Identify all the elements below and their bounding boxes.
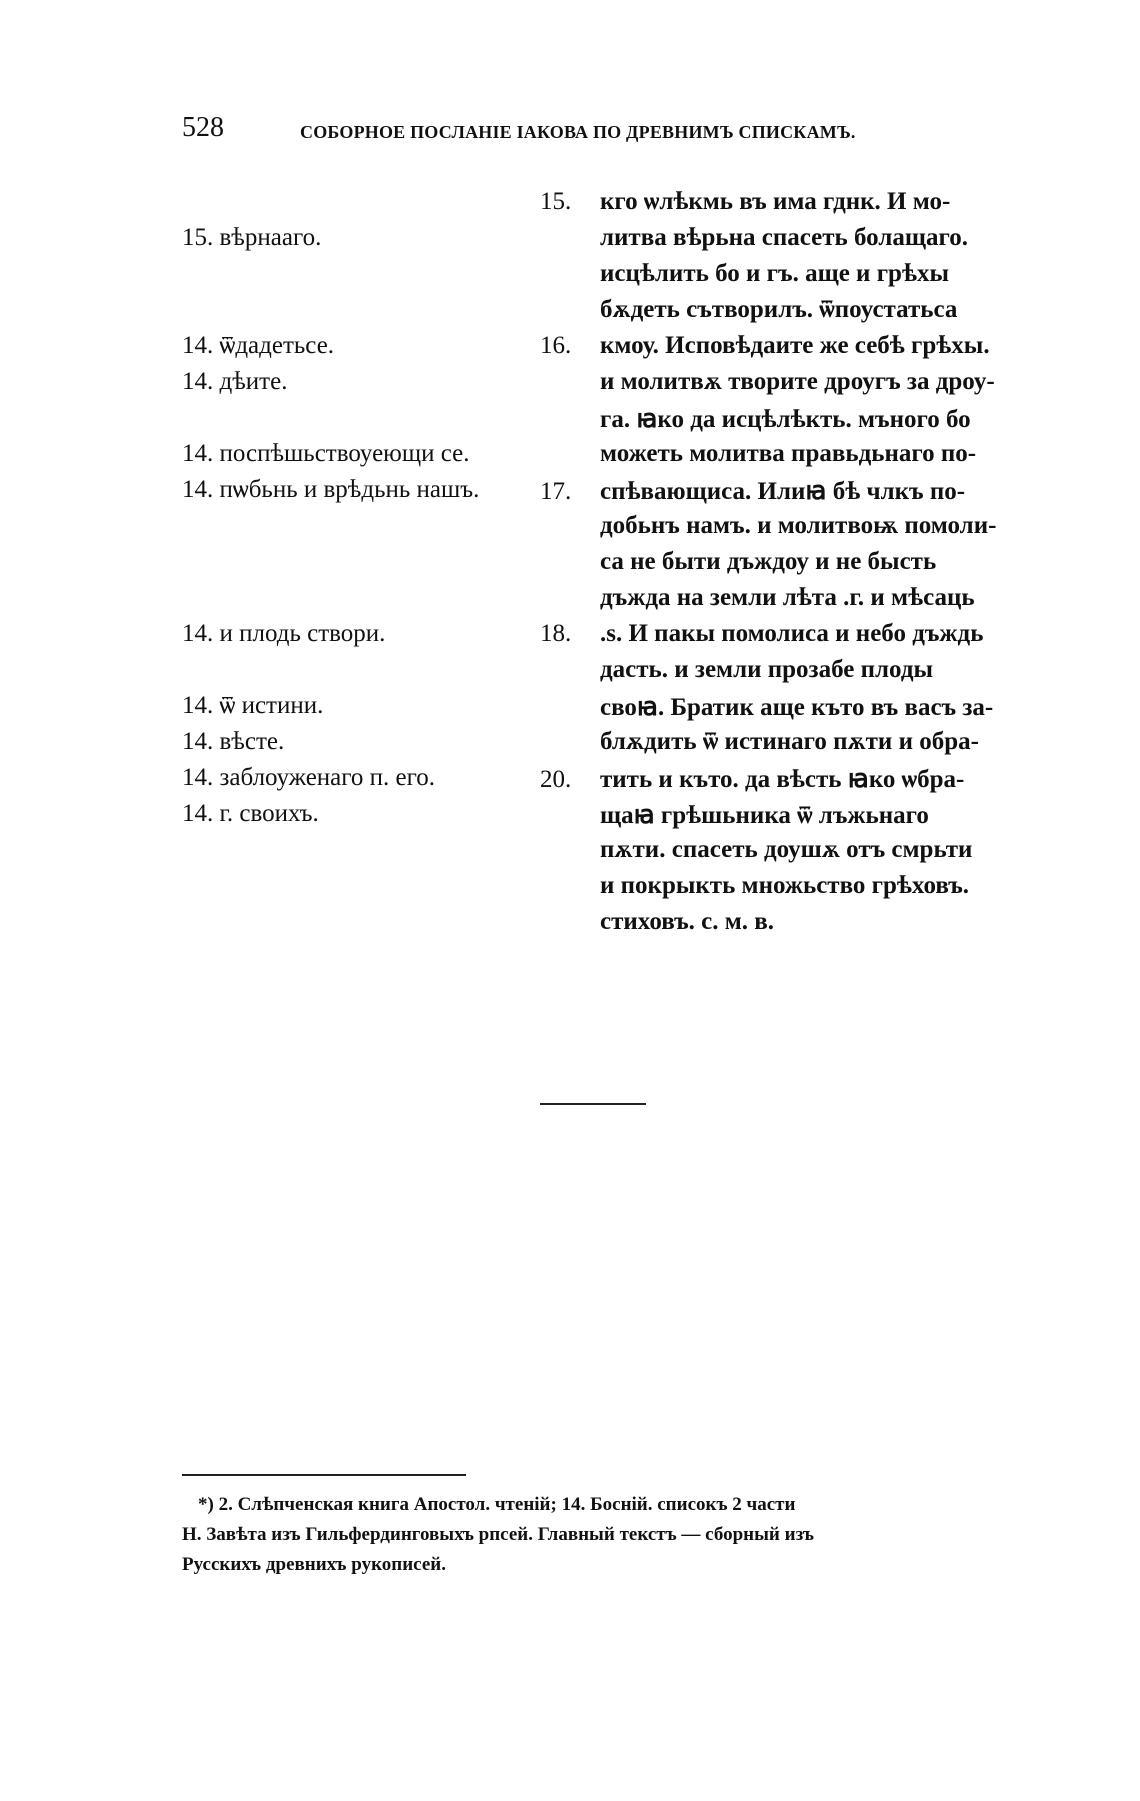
text-line [540,548,936,584]
text-line [540,404,971,440]
variant-line: 14. дѣите. [182,368,288,395]
variant-line: 14. г. своихъ. [182,800,319,827]
footnote-line: Русскихъ древнихъ рукописей. [182,1554,446,1575]
line-text: дъжда на земли лѣта .г. и мѣсаць [600,584,975,611]
page-heading: СОБОРНОЕ ПОСЛАНІЕ ІАКОВА ПО ДРЕВНИМЪ СПИСКАМЪ. [300,122,856,142]
text-line [540,332,990,368]
text-line [540,260,949,296]
verse-number: 18. [540,620,572,647]
text-line [540,188,950,224]
verse-number: 15. [540,188,572,215]
line-text: бѫдеть сътворилъ. ѿпоустатьса [600,296,958,323]
text-line [540,440,976,476]
text-line [540,584,975,620]
line-text: га. ꙗко да исцѣлѣкть. мъного бо [600,406,971,433]
running-head [182,112,942,152]
text-line [540,836,972,872]
footnote [182,1490,1042,1580]
footnote-line: Н. Завѣта изъ Гильфердинговыхъ рпсей. Главный текстъ — сборный изъ [182,1524,814,1545]
text-line [540,224,968,260]
line-text: щаꙗ грѣшьника ѿ лъжьнаго [600,802,929,829]
footnote-rule [182,1474,466,1476]
line-text: своꙗ. Братик аще къто въ васъ за- [600,694,994,721]
text-line [540,728,979,764]
variant-line: 15. вѣрнааго. [182,224,322,251]
text-line [540,800,929,836]
line-text: исцѣлить бо и гъ. аще и грѣхы [600,260,949,287]
line-text: кмоу. Исповѣдаите же себѣ грѣхы. [600,332,990,359]
verse-number: 20. [540,766,572,793]
text-line [540,656,933,692]
footnote-line: *) 2. Слѣпченская книга Апостол. чтеній; 14. Боснiй. списокъ 2 части [198,1494,796,1515]
text-line [540,764,964,800]
text-line [540,512,996,548]
page-number: 528 [182,112,224,143]
variant-line: 14. пѡбьнь и врѣдьнь нашъ. [182,476,480,503]
line-text: стиховъ. с. м. в. [600,908,775,935]
text-line [540,692,993,728]
text-line [540,296,957,332]
line-text: тить и къто. да вѣсть ꙗко ѡбра- [600,766,965,793]
text-line [540,368,995,404]
section-separator-rule [540,1103,646,1105]
line-text: литва вѣрьна спасеть болащаго. [600,224,968,251]
text-line [540,476,965,512]
variant-line: 14. заблоуженаго п. его. [182,764,436,791]
line-text: .ѕ. И пакы помолиса и небо дъждь [600,620,984,647]
line-text: спѣвающиса. Илиꙗ бѣ члкъ по- [600,478,966,505]
line-text: са не быти дъждоу и не бысть [600,548,937,575]
line-text: добьнъ намъ. и молитвоѭ помоли- [600,512,997,539]
line-text: кго ѡлѣкмь въ има гднк. И мо- [600,188,951,215]
line-text: дасть. и земли прозабе плоды [600,656,933,683]
variant-line: 14. ѿдадетьсе. [182,332,335,359]
variant-line: 14. вѣсте. [182,728,285,755]
variant-line: 14. и плодь створи. [182,620,386,647]
text-line [540,908,774,944]
variant-line: 14. ѿ истини. [182,692,324,719]
verse-number: 17. [540,478,572,505]
verse-number: 16. [540,332,572,359]
line-text: пѫти. спасеть доушѫ отъ смрьти [600,836,973,863]
line-text: и покрыкть множьство грѣховъ. [600,872,970,899]
line-text: блѫдить ѿ истинаго пѫти и обра- [600,728,979,755]
line-text: и молитвѫ творите дроугъ за дроу- [600,368,995,395]
variant-line: 14. поспѣшьствоуеющи се. [182,440,470,467]
text-line [540,620,983,656]
text-line [540,872,969,908]
line-text: можеть молитва правьдьнаго по- [600,440,977,467]
